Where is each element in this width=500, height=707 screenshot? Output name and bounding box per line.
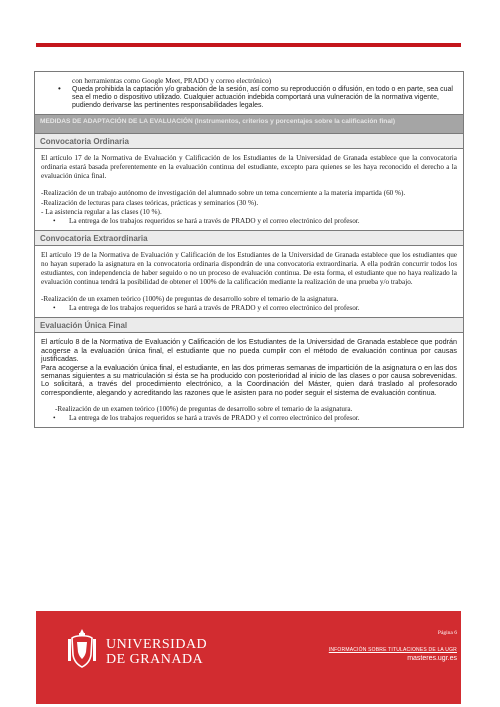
section-extraordinaria (35, 231, 463, 319)
evaluation-table (34, 71, 464, 428)
footer-info-link[interactable]: INFORMACIÓN SOBRE TITULACIONES DE LA UGR (328, 647, 457, 653)
ordinaria-list (41, 217, 457, 226)
section-ordinaria (35, 134, 463, 231)
section-title-extraordinaria: Convocatoria Extraordinaria (35, 231, 463, 246)
section-body-unica (35, 333, 463, 427)
ordinaria-bullet: • La entrega de los trabajos requeridos se hará a través de PRADO y el correo electrónico del profesor. (41, 217, 457, 226)
section-title-unica: Evaluación Única Final (35, 318, 463, 333)
intro-bullet: • Queda prohibida la captación y/o grabación de la sesión, así como su reproducción o difusión, en todo o en parte, sea cual sea el medio o dispositivo utilizado. Cualquier actuación indebida comportará una vulneración de la normativa vigente, pudiendo derivarse las pertinentes responsabilidades legales. (55, 86, 457, 111)
intro-list (41, 86, 457, 111)
ordinaria-item-1: -Realización de un trabajo autónomo de investigación del alumnado sobre un tema concerniente a la materia impartida (60 %). (41, 189, 406, 198)
adaptation-banner: MEDIDAS DE ADAPTACIÓN DE LA EVALUACIÓN (Instrumentos, criterios y porcentajes sobre la calificación final) (35, 115, 463, 134)
extraordinaria-list (41, 304, 457, 313)
footer-site-link[interactable]: masteres.ugr.es (407, 655, 457, 662)
extraordinaria-bullet: • La entrega de los trabajos requeridos se hará a través de PRADO y el correo electrónico del profesor. (41, 304, 457, 313)
intro-cell (35, 72, 463, 115)
page-number: Página 6 (437, 630, 457, 636)
section-body-extraordinaria (35, 246, 463, 318)
university-name-line1: UNIVERSIDAD (106, 637, 208, 652)
unica-list (41, 414, 457, 423)
ordinaria-item-2: -Realización de lecturas para clases teóricas, prácticas y seminarios (30 %). (41, 198, 259, 207)
extraordinaria-paragraph: El artículo 19 de la Normativa de Evaluación y Calificación de los Estudiantes de la Universidad de Granada establece que los estudiantes que no hayan superado la asignatura en la convocatoria ordinaria dispondrán de una convocatoria extraordinaria. A ella podrán concurrir todos los estudiantes, con independencia de haber seguido o no un proceso de evaluación continua. De esta forma, el estudiante que no haya realizado la evaluación continua tendrá la posibilidad de obtener el 100% de la calificación mediante la realización de una prueba y/o trabajo. (41, 250, 457, 287)
unica-item-1: -Realización de un examen teórico (100%) de preguntas de desarrollo sobre el temario de la asignatura. (55, 405, 353, 414)
footer-band (36, 611, 461, 704)
intro-continuation: con herramientas como Google Meet, PRADO y correo electrónico) (72, 76, 272, 85)
ordinaria-item-3: - La asistencia regular a las clases (10 %). (41, 207, 162, 216)
unica-paragraph-2: Para acogerse a la evaluación única final, el estudiante, en las dos primeras semanas de impartición de la asignatura o en las dos semanas siguientes a su matriculación si ésta se ha producido con posterioridad al inicio de las clases o por causa sobrevenidas. Lo solicitará, a través del procedimiento electrónico, a la Coordinación del Máster, quien dará traslado al profesorado correspondiente, alegando y acreditando las razones que le asisten para no poder seguir el sistema de evaluación continua. (41, 362, 457, 397)
extraordinaria-item-1: -Realización de un examen teórico (100%) de preguntas de desarrollo sobre el temario de la asignatura. (41, 295, 339, 304)
section-unica (35, 318, 463, 427)
unica-paragraph-1: El artículo 8 de la Normativa de Evaluación y Calificación de los Estudiantes de la Universidad de Granada establece que podrán acogerse a la evaluación única final, el estudiante que no pueda cumplir con el método de evaluación continua por causas justificadas. (41, 337, 457, 364)
university-name-line2: DE GRANADA (106, 652, 204, 667)
section-title-ordinaria: Convocatoria Ordinaria (35, 134, 463, 149)
ordinaria-paragraph: El artículo 17 de la Normativa de Evaluación y Calificación de los Estudiantes de la Universidad de Granada establece que la convocatoria ordinaria estará basada preferentemente en la evaluación continua del estudiante, excepto para quienes se les haya reconocido el derecho a la evaluación única final. (41, 154, 457, 181)
unica-bullet: • La entrega de los trabajos requeridos se hará a través de PRADO y el correo electrónico del profesor. (41, 414, 457, 423)
section-body-ordinaria (35, 149, 463, 230)
header-rule (36, 43, 461, 47)
granada-coat-of-arms-icon (66, 627, 98, 669)
